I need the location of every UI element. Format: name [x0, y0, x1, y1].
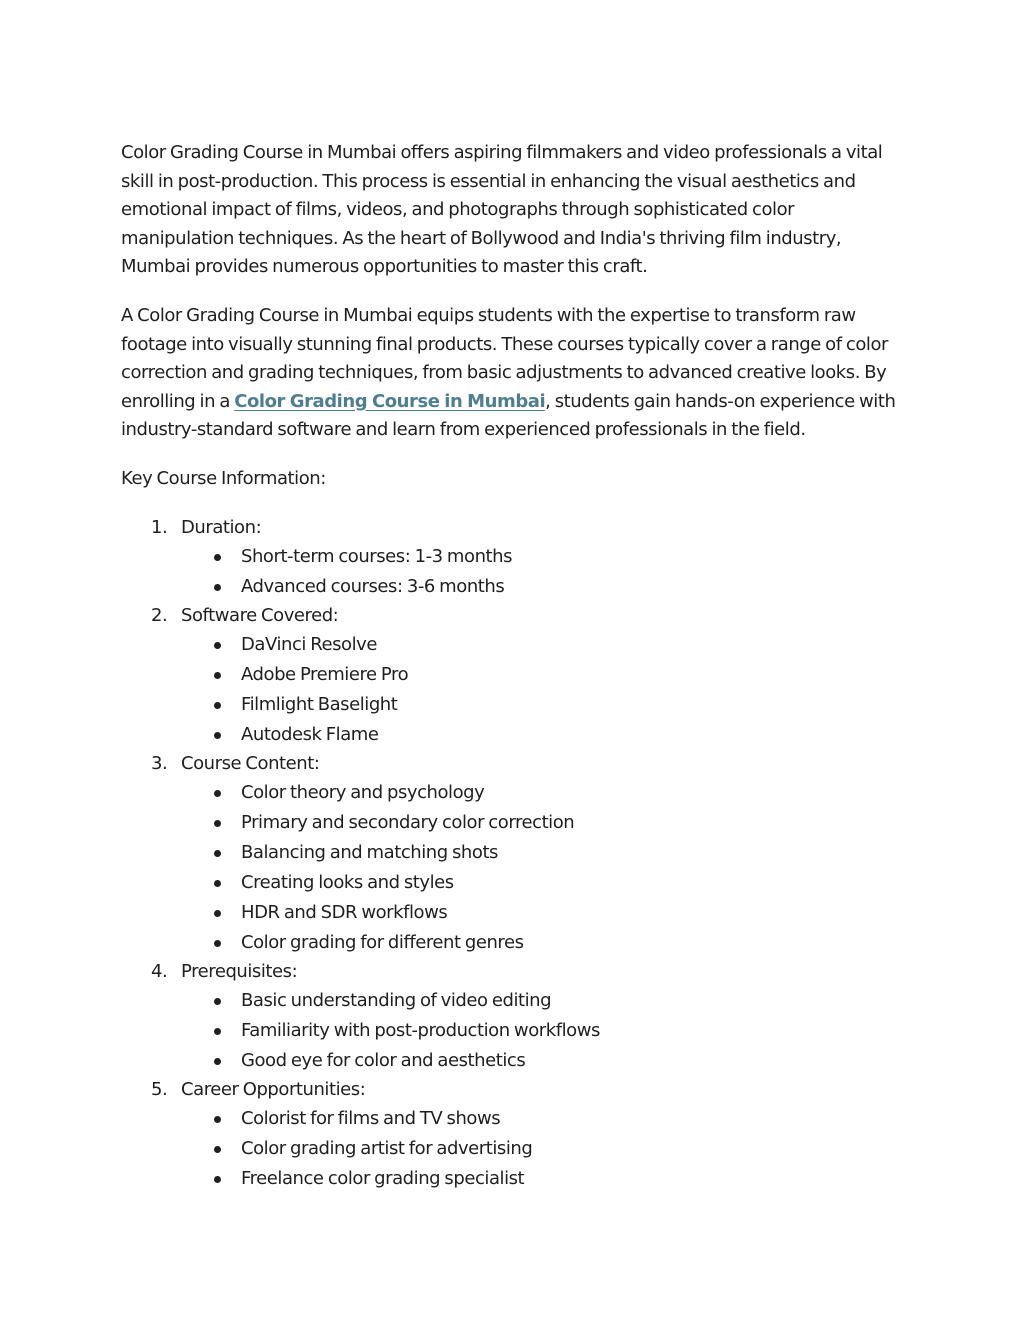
list-item: [121, 1016, 911, 1046]
section-title: Prerequisites:: [181, 960, 298, 982]
section-title: Software Covered:: [181, 604, 339, 626]
bullet-list: [121, 1104, 911, 1194]
list-item: [121, 572, 911, 602]
list-item: [121, 838, 911, 868]
list-item: [121, 986, 911, 1016]
bullet-icon: [214, 998, 221, 1005]
bullet-icon: [214, 1176, 221, 1183]
bullet-icon: [214, 642, 221, 649]
list-item-text: Familiarity with post-production workflows: [241, 1019, 600, 1041]
list-item-text: Filmlight Baselight: [241, 693, 398, 715]
details-paragraph: [121, 302, 911, 445]
list-item-text: Creating looks and styles: [241, 871, 454, 893]
bullet-list: [121, 986, 911, 1076]
bullet-icon: [214, 1116, 221, 1123]
list-section: [121, 1076, 911, 1194]
list-item-text: Advanced courses: 3-6 months: [241, 575, 505, 597]
section-number: 4.: [151, 960, 168, 982]
section-number: 3.: [151, 752, 168, 774]
list-item: [121, 690, 911, 720]
list-section: [121, 514, 911, 602]
list-item: [121, 1046, 911, 1076]
section-heading: [121, 514, 911, 542]
list-item: [121, 928, 911, 958]
bullet-icon: [214, 910, 221, 917]
list-item: [121, 660, 911, 690]
list-item-text: Color theory and psychology: [241, 781, 485, 803]
list-item-text: Good eye for color and aesthetics: [241, 1049, 526, 1071]
list-item: [121, 720, 911, 750]
list-section: [121, 602, 911, 750]
intro-paragraph: Color Grading Course in Mumbai offers aspiring filmmakers and video professionals a vital skill in post-production. This process is essential in enhancing the visual aesthetics and emotional impact of films, videos, and photographs through sophisticated color manipulation techniques. As the heart of Bollywood and India's thriving film industry, Mumbai provides numerous opportunities to master this craft.: [121, 142, 883, 278]
list-item: [121, 542, 911, 572]
section-number: 5.: [151, 1078, 168, 1100]
list-item-text: Freelance color grading specialist: [241, 1167, 525, 1189]
bullet-icon: [214, 554, 221, 561]
bullet-list: [121, 630, 911, 750]
section-title: Career Opportunities:: [181, 1078, 366, 1100]
list-item: [121, 1164, 911, 1194]
bullet-icon: [214, 732, 221, 739]
bullet-icon: [214, 790, 221, 797]
list-item-text: DaVinci Resolve: [241, 633, 377, 655]
bullet-icon: [214, 850, 221, 857]
section-title: Duration:: [181, 516, 262, 538]
key-course-information-heading: Key Course Information:: [121, 467, 326, 489]
section-heading: [121, 750, 911, 778]
document-body: [121, 139, 911, 1194]
list-item-text: Color grading artist for advertising: [241, 1137, 533, 1159]
list-item-text: Balancing and matching shots: [241, 841, 498, 863]
list-item-text: Adobe Premiere Pro: [241, 663, 409, 685]
list-item: [121, 898, 911, 928]
list-item: [121, 1134, 911, 1164]
section-title: Course Content:: [181, 752, 320, 774]
list-section: [121, 750, 911, 958]
bullet-icon: [214, 672, 221, 679]
list-item: [121, 868, 911, 898]
list-item-text: Colorist for films and TV shows: [241, 1107, 501, 1129]
course-information-list: [121, 514, 911, 1194]
bullet-list: [121, 542, 911, 602]
color-grading-course-link[interactable]: Color Grading Course in Mumbai: [234, 390, 546, 412]
section-number: 2.: [151, 604, 168, 626]
list-item: [121, 778, 911, 808]
bullet-icon: [214, 584, 221, 591]
section-number: 1.: [151, 516, 168, 538]
list-item-text: Short-term courses: 1-3 months: [241, 545, 513, 567]
bullet-icon: [214, 880, 221, 887]
bullet-icon: [214, 1058, 221, 1065]
list-item: [121, 1104, 911, 1134]
list-item: [121, 808, 911, 838]
list-section: [121, 958, 911, 1076]
list-item-text: Autodesk Flame: [241, 723, 379, 745]
bullet-list: [121, 778, 911, 958]
bullet-icon: [214, 1146, 221, 1153]
details-paragraph-text-start: A Color Grading Course in Mumbai equips students with the expertise to transform raw footage into visually stunning final products. These courses typically cover a range of color correction and grading techniques, from basic adjustments to advanced creative looks. By enrolling in a: [121, 304, 888, 412]
details-paragraph-text-end: , students gain hands-on experience with industry-standard software and learn from experienced professionals in the field.: [121, 390, 896, 441]
list-item-text: Basic understanding of video editing: [241, 989, 552, 1011]
list-item: [121, 630, 911, 660]
list-item-text: HDR and SDR workflows: [241, 901, 448, 923]
section-heading: [121, 602, 911, 630]
section-heading: [121, 1076, 911, 1104]
section-heading: [121, 958, 911, 986]
bullet-icon: [214, 1028, 221, 1035]
list-item-text: Primary and secondary color correction: [241, 811, 575, 833]
list-item-text: Color grading for different genres: [241, 931, 524, 953]
bullet-icon: [214, 702, 221, 709]
bullet-icon: [214, 820, 221, 827]
bullet-icon: [214, 940, 221, 947]
